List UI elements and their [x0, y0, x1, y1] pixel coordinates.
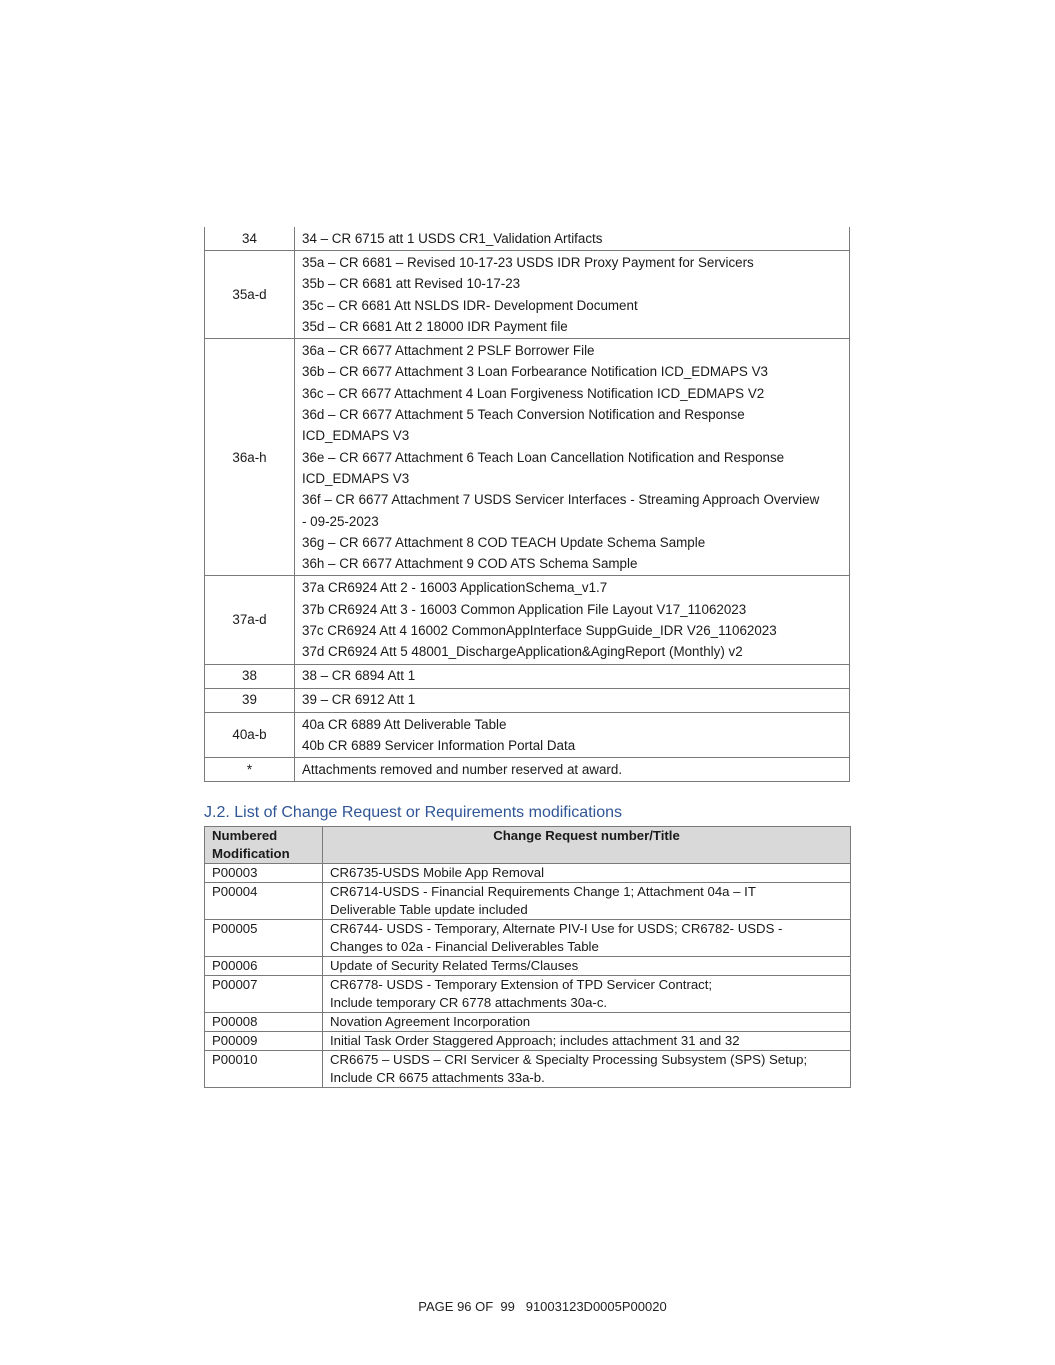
attachment-number: 34 [205, 227, 295, 251]
modification-number: P00007 [205, 976, 323, 1013]
change-request-title-header: Change Request number/Title [323, 827, 851, 864]
attachment-description: 39 – CR 6912 Att 1 [295, 688, 850, 712]
attachment-description: 37a CR6924 Att 2 - 16003 ApplicationSchema_v1.7 37b CR6924 Att 3 - 16003 Common Application File Layout V17_11062023 37c CR6924 Att 4 16002 CommonAppInterface SuppGuide_IDR V26_11062023 37d CR6924 Att 5 48001_DischargeApplication&AgingReport (Monthly) v2 [295, 576, 850, 664]
table-header-row [205, 827, 851, 864]
attachment-number: 35a-d [205, 251, 295, 339]
attachment-row [205, 758, 850, 782]
table-row [205, 920, 851, 957]
attachment-description: Attachments removed and number reserved at award. [295, 758, 850, 782]
change-request-title: CR6735-USDS Mobile App Removal [323, 864, 851, 883]
change-request-title: CR6744- USDS - Temporary, Alternate PIV-I Use for USDS; CR6782- USDS - Changes to 02a - Financial Deliverables Table [323, 920, 851, 957]
attachment-description: 35a – CR 6681 – Revised 10-17-23 USDS IDR Proxy Payment for Servicers 35b – CR 6681 att Revised 10-17-23 35c – CR 6681 Att NSLDS IDR- Development Document 35d – CR 6681 Att 2 18000 IDR Payment file [295, 251, 850, 339]
change-request-table [204, 826, 851, 1088]
attachment-row [205, 339, 850, 576]
attachment-number: 40a-b [205, 712, 295, 758]
change-request-title: Initial Task Order Staggered Approach; includes attachment 31 and 32 [323, 1032, 851, 1051]
attachment-description: 36a – CR 6677 Attachment 2 PSLF Borrower File 36b – CR 6677 Attachment 3 Loan Forbearance Notification ICD_EDMAPS V3 36c – CR 6677 Attachment 4 Loan Forgiveness Notification ICD_EDMAPS V2 36d – CR 6677 Attachment 5 Teach Conversion Notification and Response ICD_EDMAPS V3 36e – CR 6677 Attachment 6 Teach Loan Cancellation Notification and Response ICD_EDMAPS V3 36f – CR 6677 Attachment 7 USDS Servicer Interfaces - Streaming Approach Overview - 09-25-2023 36g – CR 6677 Attachment 8 COD TEACH Update Schema Sample 36h – CR 6677 Attachment 9 COD ATS Schema Sample [295, 339, 850, 576]
change-request-title: CR6675 – USDS – CRI Servicer & Specialty Processing Subsystem (SPS) Setup; Include CR 6675 attachments 33a-b. [323, 1051, 851, 1088]
attachment-number: 37a-d [205, 576, 295, 664]
attachment-number: 39 [205, 688, 295, 712]
modification-number: P00010 [205, 1051, 323, 1088]
attachment-row [205, 576, 850, 664]
change-request-title: CR6778- USDS - Temporary Extension of TPD Servicer Contract; Include temporary CR 6778 attachments 30a-c. [323, 976, 851, 1013]
table-row [205, 864, 851, 883]
attachment-number: 38 [205, 664, 295, 688]
attachment-number: * [205, 758, 295, 782]
table-row [205, 883, 851, 920]
modification-number: P00009 [205, 1032, 323, 1051]
modification-number: P00003 [205, 864, 323, 883]
modification-number: P00008 [205, 1013, 323, 1032]
table-row [205, 1013, 851, 1032]
table-row [205, 976, 851, 1013]
attachment-row [205, 688, 850, 712]
attachment-description: 34 – CR 6715 att 1 USDS CR1_Validation Artifacts [295, 227, 850, 251]
table-row [205, 1051, 851, 1088]
attachment-number: 36a-h [205, 339, 295, 576]
attachment-description: 40a CR 6889 Att Deliverable Table 40b CR 6889 Servicer Information Portal Data [295, 712, 850, 758]
modification-number: P00004 [205, 883, 323, 920]
change-request-title: Update of Security Related Terms/Clauses [323, 957, 851, 976]
page-footer: PAGE 96 OF 99 91003123D0005P00020 [418, 1299, 667, 1314]
numbered-modification-header: Numbered Modification [205, 827, 323, 864]
modification-number: P00005 [205, 920, 323, 957]
attachment-row [205, 251, 850, 339]
attachments-table [204, 227, 850, 782]
change-request-title: Novation Agreement Incorporation [323, 1013, 851, 1032]
section-heading: J.2. List of Change Request or Requirements modifications [204, 804, 622, 821]
attachment-row [205, 227, 850, 251]
table-row [205, 1032, 851, 1051]
table-row [205, 957, 851, 976]
change-request-title: CR6714-USDS - Financial Requirements Change 1; Attachment 04a – IT Deliverable Table update included [323, 883, 851, 920]
modification-number: P00006 [205, 957, 323, 976]
attachment-row [205, 664, 850, 688]
attachment-description: 38 – CR 6894 Att 1 [295, 664, 850, 688]
attachment-row [205, 712, 850, 758]
